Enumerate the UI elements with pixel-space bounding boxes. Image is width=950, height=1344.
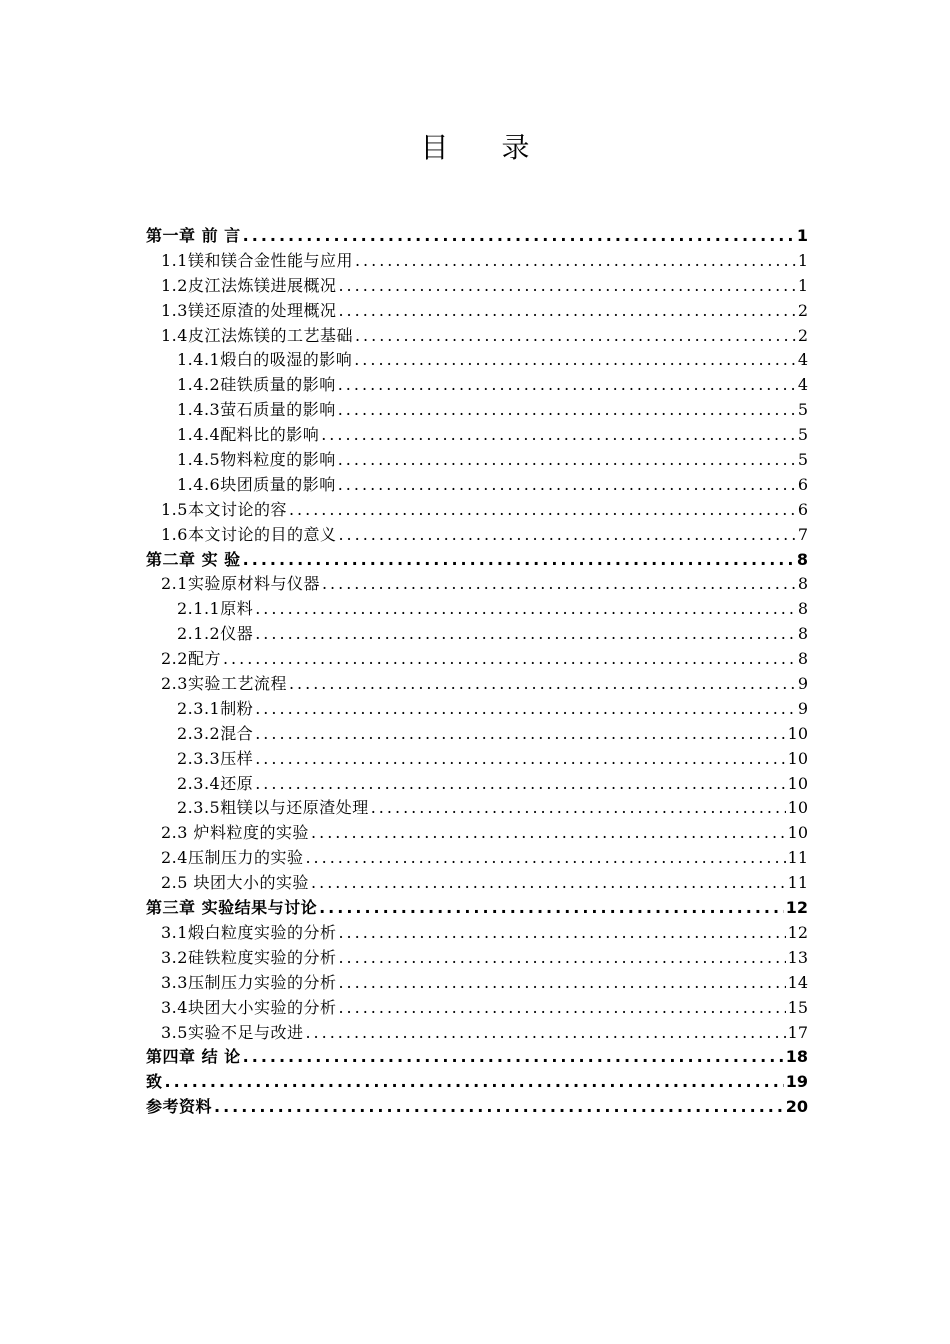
- toc-entry-title: 第四章 结 论: [146, 1047, 241, 1067]
- toc-dot-leader: [311, 821, 786, 846]
- toc-section-entry[interactable]: [146, 498, 808, 523]
- page-title: 目 录: [420, 131, 552, 164]
- toc-page-number: 8: [796, 549, 808, 569]
- toc-section-entry[interactable]: [146, 249, 808, 274]
- toc-entry-title: 1.4.2硅铁质量的影响: [177, 375, 336, 395]
- toc-dot-leader: [165, 1070, 784, 1095]
- toc-entry-title: 2.3.2混合: [177, 723, 254, 743]
- toc-dot-leader: [255, 772, 785, 797]
- toc-page-number: 9: [797, 698, 808, 718]
- toc-section-entry[interactable]: [146, 996, 808, 1021]
- toc-page-number: 5: [797, 400, 808, 420]
- toc-dot-leader: [338, 274, 795, 299]
- toc-dot-leader: [371, 796, 786, 821]
- toc-subsection-entry[interactable]: [146, 722, 808, 747]
- toc-chapter-entry[interactable]: [146, 1045, 808, 1070]
- toc-chapter-entry[interactable]: [146, 896, 808, 921]
- toc-chapter-entry[interactable]: [146, 224, 808, 249]
- toc-page-number: 11: [787, 873, 808, 893]
- toc-entry-title: 3.1煅白粒度实验的分析: [161, 922, 337, 942]
- toc-dot-leader: [338, 946, 785, 971]
- toc-entry-title: 1.2皮江法炼镁进展概况: [161, 275, 337, 295]
- toc-entry-title: 3.3压制压力实验的分析: [161, 972, 337, 992]
- toc-entry-title: 1.4.4配料比的影响: [177, 425, 320, 445]
- toc-page-number: 1: [796, 226, 808, 245]
- toc-page-number: 14: [787, 972, 808, 992]
- table-of-contents: [146, 224, 808, 1120]
- toc-dot-leader: [255, 697, 796, 722]
- toc-entry-title: 第一章 前 言: [146, 226, 241, 245]
- toc-section-entry[interactable]: [146, 672, 808, 697]
- toc-page-number: 15: [787, 997, 808, 1017]
- toc-dot-leader: [355, 324, 796, 349]
- toc-section-entry[interactable]: [146, 821, 808, 846]
- toc-dot-leader: [289, 672, 796, 697]
- toc-subsection-entry[interactable]: [146, 398, 808, 423]
- toc-entry-title: 2.1.1原料: [177, 599, 254, 619]
- toc-chapter-entry[interactable]: [146, 1070, 808, 1095]
- toc-dot-leader: [243, 548, 795, 573]
- toc-section-entry[interactable]: [146, 299, 808, 324]
- toc-page-number: 13: [787, 947, 808, 967]
- toc-section-entry[interactable]: [146, 921, 808, 946]
- toc-entry-title: 2.5 块团大小的实验: [161, 873, 310, 893]
- toc-dot-leader: [319, 896, 784, 921]
- toc-entry-title: 1.1镁和镁合金性能与应用: [161, 250, 353, 270]
- toc-chapter-entry[interactable]: [146, 1095, 808, 1120]
- toc-page-number: 11: [787, 848, 808, 868]
- toc-entry-title: 第二章 实 验: [146, 549, 241, 569]
- toc-entry-title: 1.4.5物料粒度的影响: [177, 450, 336, 470]
- toc-dot-leader: [255, 747, 785, 772]
- toc-subsection-entry[interactable]: [146, 473, 808, 498]
- toc-page-number: 20: [785, 1097, 808, 1117]
- toc-page-number: 9: [797, 674, 808, 694]
- toc-subsection-entry[interactable]: [146, 348, 808, 373]
- toc-entry-title: 2.1.2仪器: [177, 624, 254, 644]
- toc-dot-leader: [305, 1021, 785, 1046]
- toc-subsection-entry[interactable]: [146, 796, 808, 821]
- toc-dot-leader: [255, 597, 796, 622]
- toc-page-number: 10: [787, 748, 808, 768]
- toc-dot-leader: [255, 722, 785, 747]
- toc-subsection-entry[interactable]: [146, 597, 808, 622]
- toc-section-entry[interactable]: [146, 274, 808, 299]
- toc-dot-leader: [338, 921, 785, 946]
- toc-section-entry[interactable]: [146, 324, 808, 349]
- toc-page-number: 8: [797, 574, 808, 594]
- toc-entry-title: 第三章 实验结果与讨论: [146, 898, 318, 918]
- toc-entry-title: 3.5实验不足与改进: [161, 1022, 304, 1042]
- toc-entry-title: 参考资料: [146, 1097, 213, 1117]
- toc-page-number: 6: [797, 499, 808, 519]
- toc-page-number: 8: [797, 624, 808, 644]
- toc-dot-leader: [338, 448, 796, 473]
- toc-page-number: 12: [785, 898, 808, 918]
- toc-entry-title: 2.3实验工艺流程: [161, 674, 287, 694]
- toc-section-entry[interactable]: [146, 871, 808, 896]
- toc-page-number: 5: [797, 450, 808, 470]
- toc-entry-title: 1.3镁还原渣的处理概况: [161, 300, 337, 320]
- toc-entry-title: 1.6本文讨论的目的意义: [161, 524, 337, 544]
- toc-page-number: 12: [787, 922, 808, 942]
- toc-entry-title: 1.5本文讨论的容: [161, 499, 287, 519]
- toc-entry-title: 1.4.1煅白的吸湿的影响: [177, 350, 353, 370]
- toc-dot-leader: [354, 348, 796, 373]
- toc-section-entry[interactable]: [146, 572, 808, 597]
- toc-dot-leader: [243, 1045, 784, 1070]
- toc-page-number: 1: [797, 275, 808, 295]
- toc-dot-leader: [311, 871, 786, 896]
- toc-entry-title: 致: [146, 1072, 163, 1092]
- toc-page-number: 4: [797, 350, 808, 370]
- toc-section-entry[interactable]: [146, 946, 808, 971]
- toc-page-number: 10: [787, 798, 808, 818]
- toc-dot-leader: [243, 224, 795, 249]
- toc-page-number: 10: [787, 723, 808, 743]
- toc-entry-title: 2.3.5粗镁以与还原渣处理: [177, 798, 369, 818]
- toc-dot-leader: [338, 299, 795, 324]
- toc-dot-leader: [338, 373, 796, 398]
- toc-section-entry[interactable]: [146, 1021, 808, 1046]
- toc-dot-leader: [321, 423, 796, 448]
- toc-entry-title: 2.3.3压样: [177, 748, 254, 768]
- toc-dot-leader: [223, 647, 796, 672]
- toc-entry-title: 2.1实验原材料与仪器: [161, 574, 320, 594]
- toc-subsection-entry[interactable]: [146, 772, 808, 797]
- toc-subsection-entry[interactable]: [146, 697, 808, 722]
- toc-dot-leader: [214, 1095, 784, 1120]
- toc-entry-title: 1.4.3萤石质量的影响: [177, 400, 336, 420]
- toc-page-number: 2: [797, 300, 808, 320]
- toc-page-number: 2: [797, 325, 808, 345]
- toc-subsection-entry[interactable]: [146, 448, 808, 473]
- toc-section-entry[interactable]: [146, 846, 808, 871]
- toc-page-number: 17: [787, 1022, 808, 1042]
- toc-section-entry[interactable]: [146, 971, 808, 996]
- toc-subsection-entry[interactable]: [146, 622, 808, 647]
- toc-section-entry[interactable]: [146, 647, 808, 672]
- toc-entry-title: 2.3.1制粉: [177, 698, 254, 718]
- toc-chapter-entry[interactable]: [146, 548, 808, 573]
- toc-dot-leader: [255, 622, 796, 647]
- toc-page-number: 8: [797, 599, 808, 619]
- toc-entry-title: 2.3 炉料粒度的实验: [161, 823, 310, 843]
- toc-page-number: 10: [787, 823, 808, 843]
- toc-entry-title: 3.2硅铁粒度实验的分析: [161, 947, 337, 967]
- toc-dot-leader: [355, 249, 796, 274]
- toc-entry-title: 2.2配方: [161, 649, 221, 669]
- toc-subsection-entry[interactable]: [146, 423, 808, 448]
- toc-dot-leader: [322, 572, 796, 597]
- toc-dot-leader: [305, 846, 785, 871]
- toc-page-number: 19: [785, 1072, 808, 1092]
- toc-subsection-entry[interactable]: [146, 373, 808, 398]
- toc-section-entry[interactable]: [146, 523, 808, 548]
- toc-entry-title: 1.4皮江法炼镁的工艺基础: [161, 325, 353, 345]
- toc-entry-title: 3.4块团大小实验的分析: [161, 997, 337, 1017]
- toc-entry-title: 1.4.6块团质量的影响: [177, 474, 336, 494]
- toc-page-number: 6: [797, 474, 808, 494]
- toc-page-number: 5: [797, 425, 808, 445]
- toc-dot-leader: [338, 473, 796, 498]
- toc-page-number: 4: [797, 375, 808, 395]
- toc-page-number: 10: [787, 773, 808, 793]
- toc-entry-title: 2.3.4还原: [177, 773, 254, 793]
- toc-dot-leader: [338, 523, 795, 548]
- toc-page-number: 18: [785, 1047, 808, 1067]
- toc-dot-leader: [338, 971, 785, 996]
- toc-page-number: 1: [797, 250, 808, 270]
- toc-dot-leader: [338, 398, 796, 423]
- toc-page-number: 8: [797, 649, 808, 669]
- toc-page-number: 7: [797, 524, 808, 544]
- toc-entry-title: 2.4压制压力的实验: [161, 848, 304, 868]
- toc-subsection-entry[interactable]: [146, 747, 808, 772]
- toc-dot-leader: [338, 996, 785, 1021]
- toc-dot-leader: [289, 498, 796, 523]
